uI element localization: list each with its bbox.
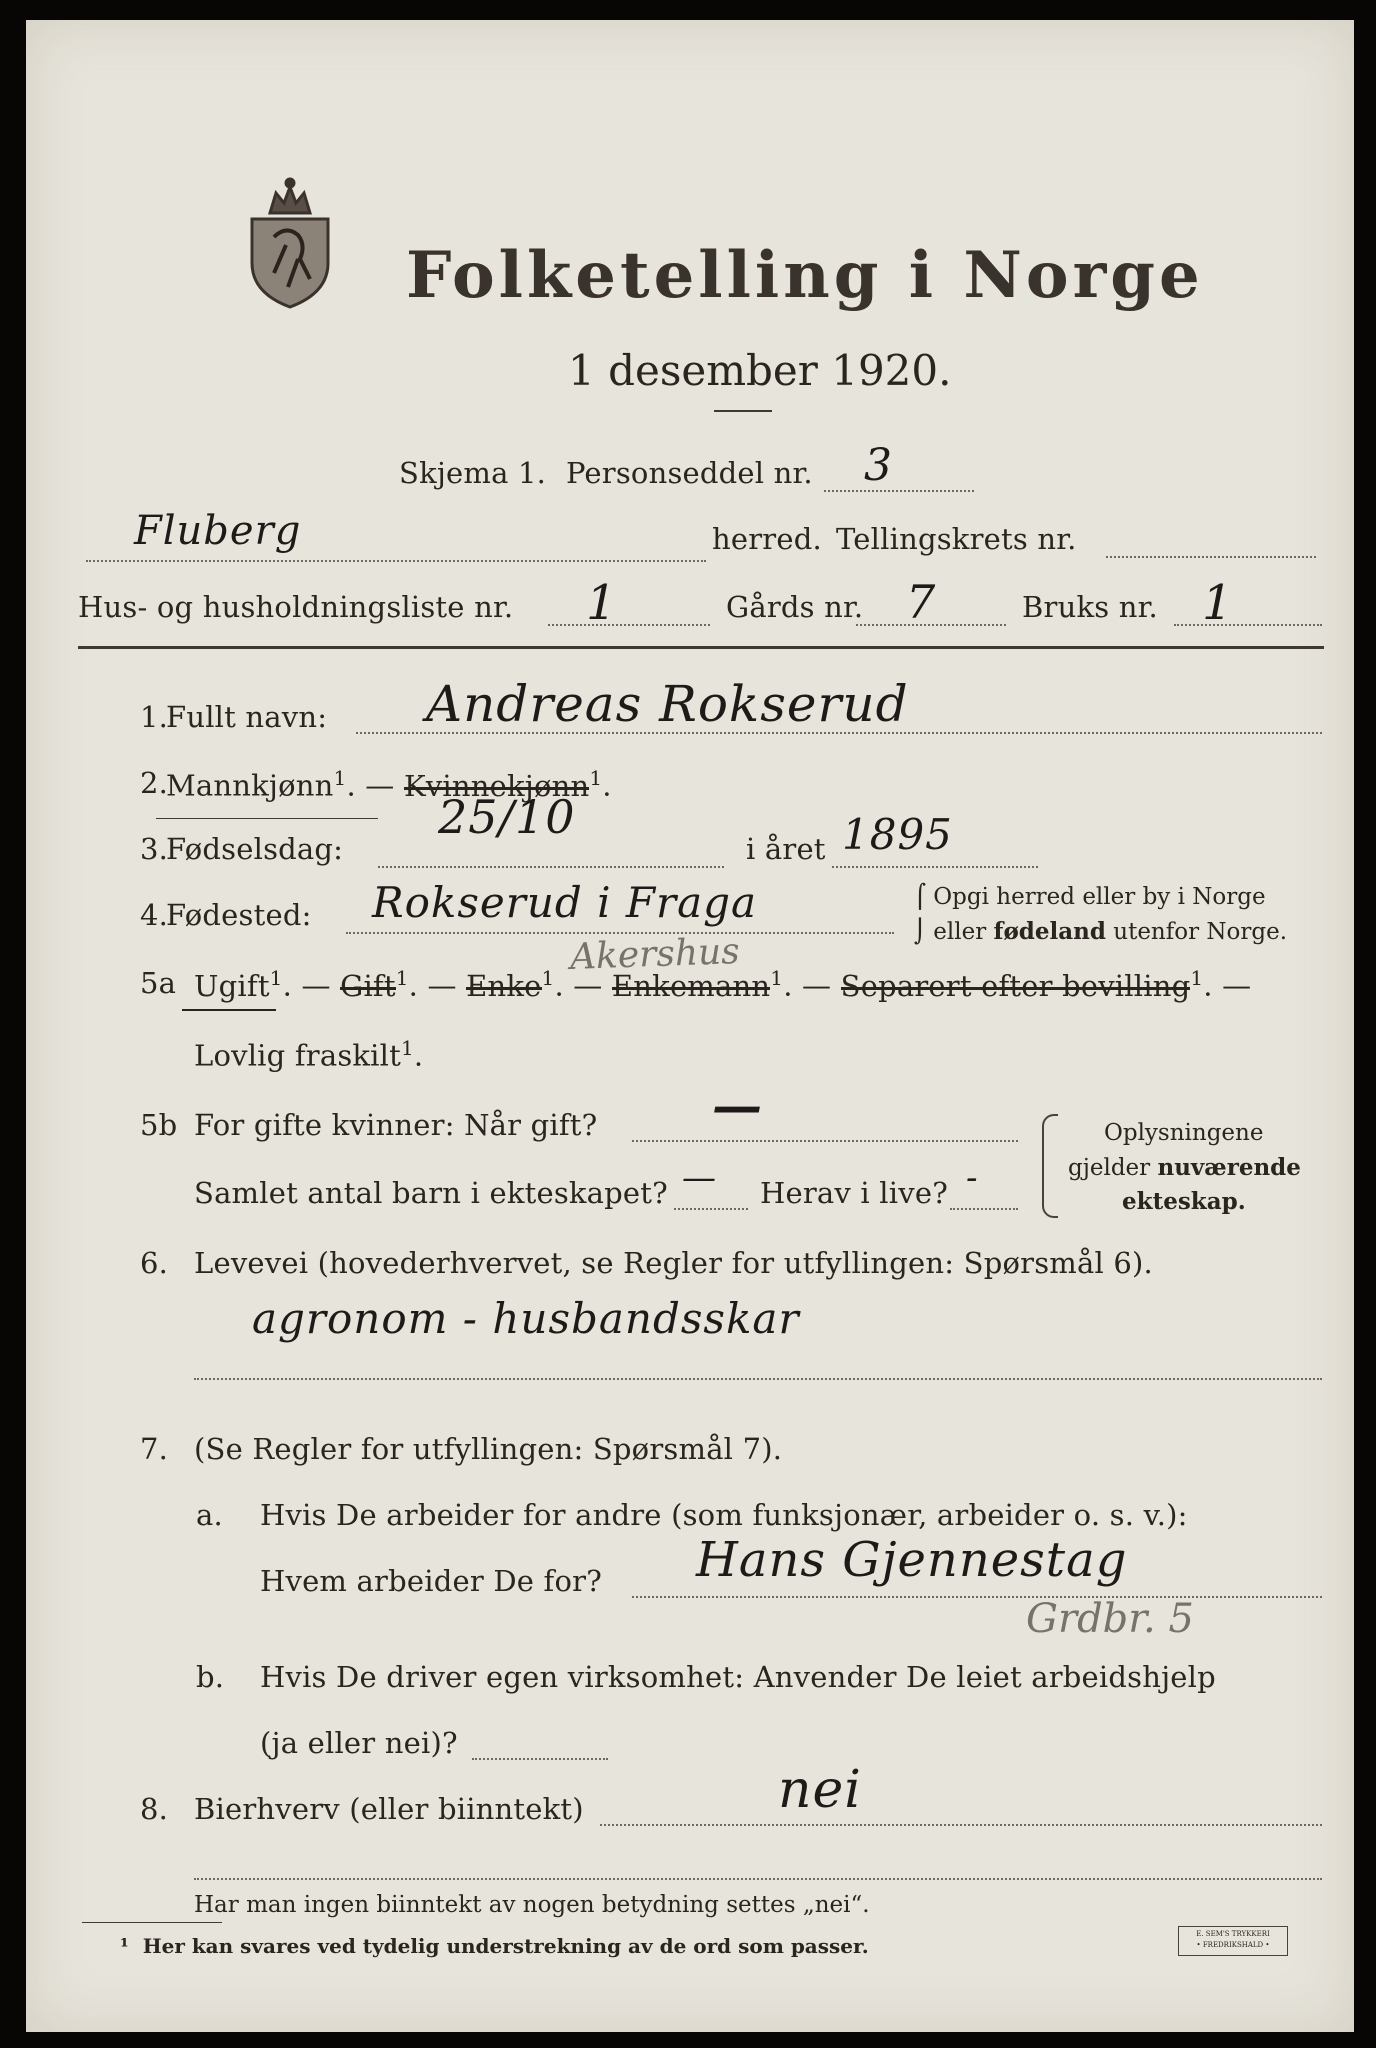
q5a-number: 5a bbox=[140, 966, 177, 1000]
bruks-dotted-line bbox=[1174, 624, 1322, 626]
q5b-dotted-line3 bbox=[950, 1208, 1018, 1210]
employer-pencil-note: Grdbr. 5 bbox=[1026, 1596, 1194, 1642]
q7-label: (Se Regler for utfyllingen: Spørsmål 7). bbox=[194, 1432, 783, 1466]
tellingskrets-dotted-line bbox=[1106, 556, 1316, 558]
q4-note-line1: ⌠ Opgi herred eller by i Norge bbox=[914, 884, 1266, 910]
q7-number: 7. bbox=[140, 1432, 169, 1466]
q7b-label: (ja eller nei)? bbox=[260, 1726, 458, 1760]
title-divider bbox=[714, 410, 772, 412]
q6-dotted-line2 bbox=[194, 1378, 1322, 1380]
full-name-value: Andreas Rokserud bbox=[426, 675, 909, 733]
q7a-dotted-line bbox=[632, 1596, 1322, 1598]
q3-label: Fødselsdag: bbox=[166, 832, 344, 866]
q5a-line: Ugift $^1$. — Gift $^1$. — Enke $^1$. — Enkemann $^1$. — Separert efter bevilling $^1$. — bbox=[194, 966, 1251, 1003]
husliste-label: Hus- og husholdningsliste nr. bbox=[78, 590, 514, 624]
bruks-value: 1 bbox=[1202, 575, 1234, 631]
birth-year-value: 1895 bbox=[842, 810, 953, 859]
footnote-rule bbox=[82, 1922, 222, 1923]
q2-male: Mannkjønn bbox=[166, 768, 334, 803]
q7b-text: Hvis De driver egen virksomhet: Anvender De leiet arbeidshjelp bbox=[260, 1660, 1216, 1694]
q5b-dotted-line1 bbox=[632, 1140, 1018, 1142]
q8-dotted-line2 bbox=[194, 1878, 1322, 1880]
q2-line: Mannkjønn$^1$. — Kvinnekjønn $^1$. bbox=[166, 766, 612, 803]
bruks-label: Bruks nr. bbox=[1022, 590, 1158, 624]
gards-label: Gårds nr. bbox=[726, 590, 864, 624]
q4-dotted-line bbox=[346, 932, 894, 934]
q2-female: Kvinnekjønn bbox=[403, 768, 590, 803]
birthday-value: 25/10 bbox=[438, 790, 576, 844]
q4-number: 4. bbox=[140, 898, 169, 932]
herred-handwritten: Fluberg bbox=[134, 508, 302, 554]
q7a-text: Hvis De arbeider for andre (som funksjonær, arbeider o. s. v.): bbox=[260, 1498, 1188, 1532]
header-rule bbox=[78, 646, 1324, 649]
q7b-dotted-line bbox=[472, 1758, 608, 1760]
footnote-marker: ¹ bbox=[120, 1934, 129, 1958]
q5b-dotted-line2 bbox=[674, 1208, 748, 1210]
q4-label: Fødested: bbox=[166, 898, 312, 932]
census-date: 1 desember 1920. bbox=[568, 346, 952, 395]
q5a-separert: Separert efter bevilling bbox=[840, 968, 1191, 1003]
q7b-letter: b. bbox=[196, 1660, 225, 1694]
norwegian-coat-of-arms-icon bbox=[240, 175, 340, 310]
birthplace-pencil-note: Akershus bbox=[569, 931, 741, 978]
q1-number: 1. bbox=[140, 700, 169, 734]
q5b-note-brace bbox=[1042, 1114, 1058, 1218]
footnote: ¹ Her kan svares ved tydelig understrekning av de ord som passer. bbox=[120, 1934, 869, 1958]
personseddel-dotted-line bbox=[824, 490, 974, 492]
q5a-gift: Gift bbox=[340, 968, 396, 1003]
side-income-value: nei bbox=[778, 1760, 862, 1820]
q5a-fraskilt: Lovlig fraskilt$^1$. bbox=[194, 1036, 424, 1073]
q7a-letter: a. bbox=[196, 1498, 223, 1532]
gards-value: 7 bbox=[906, 575, 937, 629]
q8-label: Bierhverv (eller biinntekt) bbox=[194, 1792, 584, 1826]
children-alive-value: - bbox=[966, 1158, 979, 1198]
q3-dotted-line bbox=[378, 866, 724, 868]
personseddel-label: Personseddel nr. bbox=[566, 456, 813, 490]
employer-value: Hans Gjennestag bbox=[696, 1532, 1128, 1588]
printer-mark: E. SEM'S TRYKKERI • FREDRIKSHALD • bbox=[1178, 1926, 1288, 1956]
children-total-value: — bbox=[682, 1158, 717, 1198]
q5b-note-line3: ekteskap. bbox=[1122, 1188, 1246, 1215]
q8-dotted-line bbox=[600, 1824, 1322, 1826]
q3-year-dotted-line bbox=[832, 866, 1038, 868]
q3-overline bbox=[156, 818, 378, 819]
husliste-value: 1 bbox=[586, 575, 618, 631]
q5b-label1: For gifte kvinner: Når gift? bbox=[194, 1108, 598, 1142]
q5a-enke: Enke bbox=[466, 968, 542, 1003]
q5b-note-line2: gjelder nuværende bbox=[1068, 1154, 1301, 1181]
census-form-sheet bbox=[26, 20, 1354, 2032]
q5a-enkemann: Enkemann bbox=[611, 968, 771, 1003]
q6-number: 6. bbox=[140, 1246, 169, 1280]
husliste-dotted-line bbox=[548, 624, 710, 626]
q5b-note-line1: Oplysningene bbox=[1104, 1120, 1264, 1146]
personseddel-value: 3 bbox=[864, 440, 893, 491]
q4-note-line2: ⌡ eller fødeland utenfor Norge. bbox=[914, 918, 1288, 945]
herred-label: herred. bbox=[712, 522, 822, 556]
form-title: Folketelling i Norge bbox=[406, 238, 1204, 313]
q3-number: 3. bbox=[140, 832, 169, 866]
q7a-label: Hvem arbeider De for? bbox=[260, 1564, 602, 1598]
married-when-value: — bbox=[712, 1076, 763, 1135]
q5b-number: 5b bbox=[140, 1108, 178, 1142]
q5b-label2: Samlet antal barn i ekteskapet? bbox=[194, 1176, 668, 1210]
schema-label: Skjema 1. bbox=[399, 456, 547, 490]
footer-note: Har man ingen biinntekt av nogen betydning settes „nei“. bbox=[194, 1892, 870, 1918]
birthplace-value: Rokserud i Fraga bbox=[372, 878, 758, 927]
q2-number: 2. bbox=[140, 766, 169, 800]
q5b-label3: Herav i live? bbox=[760, 1176, 948, 1210]
tellingskrets-label: Tellingskrets nr. bbox=[836, 522, 1077, 556]
q1-label: Fullt navn: bbox=[166, 700, 328, 734]
q6-label: Levevei (hovederhvervet, se Regler for utfyllingen: Spørsmål 6). bbox=[194, 1246, 1153, 1280]
occupation-value: agronom - husbandsskar bbox=[252, 1294, 800, 1343]
q5a-ugift: Ugift bbox=[194, 969, 270, 1003]
herred-dotted-line bbox=[86, 560, 706, 562]
q8-number: 8. bbox=[140, 1792, 169, 1826]
q3-year-label: i året bbox=[746, 832, 826, 866]
q5a-ugift-underline bbox=[182, 1009, 276, 1011]
